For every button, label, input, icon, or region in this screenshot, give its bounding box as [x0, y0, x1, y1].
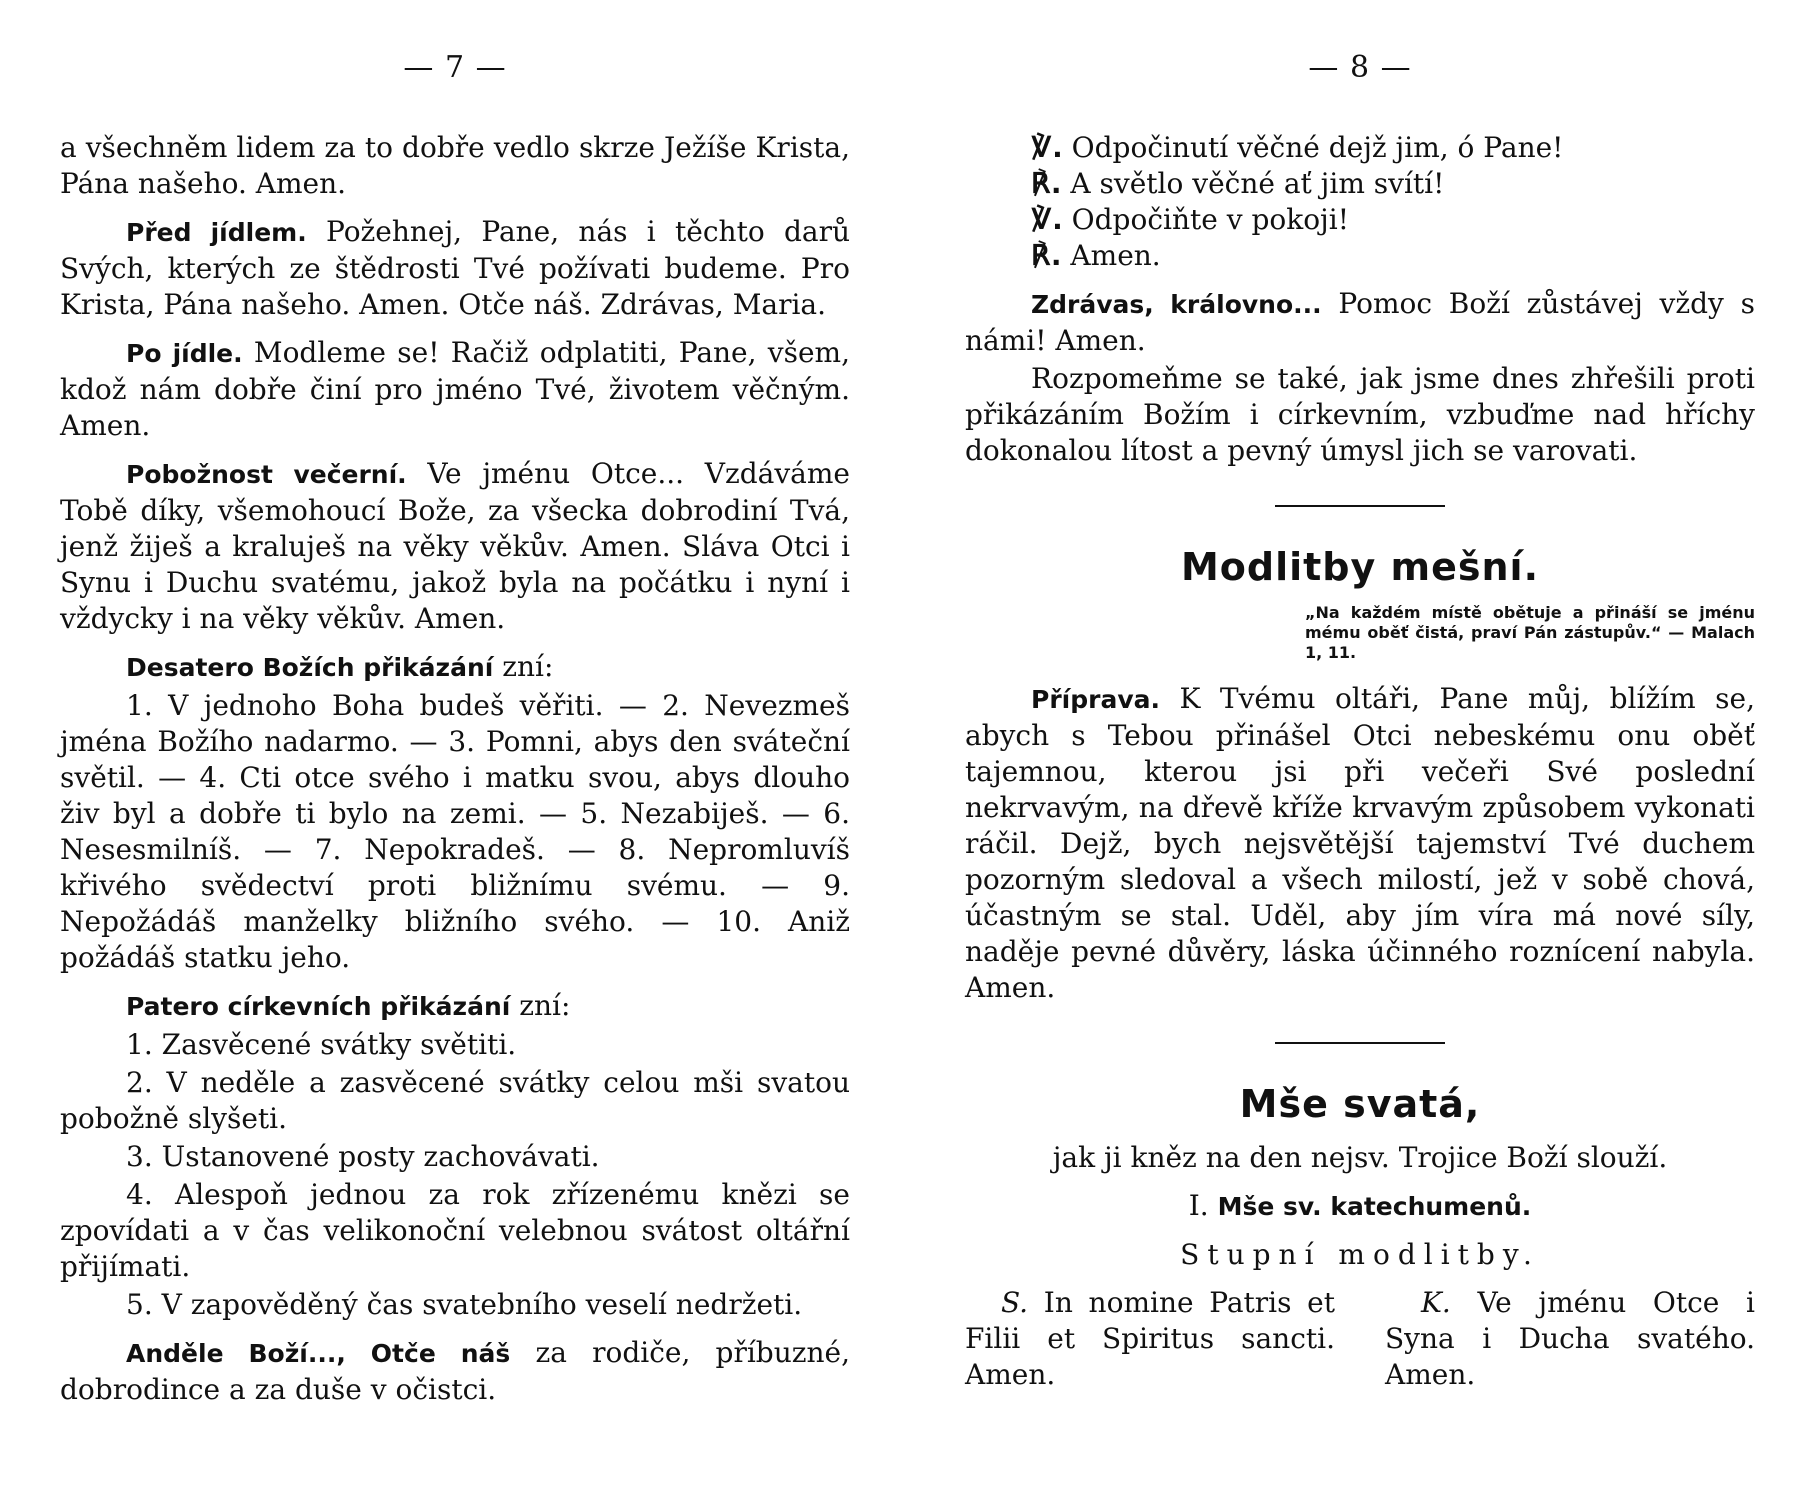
- paragraph-heading: Anděle Boží..., Otče náš: [126, 1339, 511, 1368]
- paragraph-text: Pomoc Boží zůstávej vždy s námi! Amen.: [965, 287, 1755, 357]
- response-symbol: ℟.: [1031, 167, 1062, 200]
- part-number: I.: [1188, 1189, 1209, 1222]
- list-item: 2. V neděle a zasvěcené svátky celou mši svatou pobožně slyšeti.: [60, 1066, 850, 1135]
- paragraph-text: K Tvému oltáři, Pane můj, blížím se, abych s Tebou přinášel Otci nebeskému onu oběť tajemnou, kterou jsi při večeři Své poslední nekrvavým, na dřevě kříže krvavým způsobem vykonati ráčil. Dejž, bych nejsvětější tajemství Tvé duchem pozorným sledoval a všech milostí, jež v sobě chová, účastným se stal. Uděl, aby jím víra má nové síly, naděje pevné důvěry, láska účinného roznícení nabyla. Amen.: [965, 682, 1755, 1004]
- paragraph-text: za rodiče, příbuzné, dobrodince a za duše v očistci.: [60, 1336, 850, 1406]
- versicle-symbol: ℣.: [1031, 131, 1063, 164]
- paragraph-text: zní:: [510, 989, 571, 1022]
- paragraph-heading: Patero církevních přikázání: [126, 992, 511, 1021]
- part-title: Mše sv. katechumenů.: [1217, 1192, 1532, 1221]
- versicle: [965, 130, 1755, 166]
- column-text: In nomine Patris et Filii et Spiritus sancti. Amen.: [965, 1286, 1335, 1391]
- paragraph-salve-regina: [965, 286, 1755, 359]
- czech-text: [1385, 1285, 1755, 1393]
- versicle: [965, 202, 1755, 238]
- latin-column: [965, 1285, 1335, 1393]
- paragraph-heading: Zdrávas, královno...: [1031, 290, 1322, 319]
- divider: [1275, 505, 1445, 507]
- section-title: Mše svatá,: [1239, 1082, 1481, 1126]
- paragraph-heading: Pobožnost večerní.: [126, 460, 407, 489]
- part-heading: [965, 1188, 1755, 1225]
- page-body: [965, 130, 1755, 1393]
- paragraph-before-meal: [60, 214, 850, 323]
- paragraph-text: Požehnej, Pane, nás i těchto darů Svých, kterých ze štědrosti Tvé požívati budeme. Pro Krista, Pána našeho. Amen. Otče náš. Zdrávas, Maria.: [60, 215, 850, 321]
- list-item: 5. V zapověděný čas svatebního veselí nedržeti.: [126, 1288, 803, 1321]
- list-item: 4. Alespoň jednou za rok zřízenému knězi se zpovídati a v čas velikonoční velebnou svátost oltářní přijímati.: [60, 1178, 850, 1283]
- page-body: [60, 130, 850, 1420]
- paragraph-heading: Před jídlem.: [126, 218, 307, 247]
- versicle-text: Odpočinutí věčné dejž jim, ó Pane!: [1062, 131, 1564, 164]
- paragraph-examination: Rozpomeňme se také, jak jsme dnes zhřešili proti přikázáním Božím i církevním, vzbuďme nad hříchy dokonalou lítost a pevný úmysl jich se varovati.: [965, 362, 1755, 467]
- paragraph-preparation: [965, 681, 1755, 1006]
- response-text: A světlo věčné ať jim svítí!: [1061, 167, 1445, 200]
- section-subtitle: jak ji kněz na den nejsv. Trojice Boží slouží.: [1052, 1141, 1668, 1174]
- latin-text: [965, 1285, 1335, 1393]
- paragraph-commandments: 1. V jednoho Boha budeš věřiti. — 2. Nevezmeš jména Božího nadarmo. — 3. Pomni, abys den sváteční světil. — 4. Cti otce svého i matku svou, abys dlouho živ byl a dobře ti bylo na zemi. — 5. Nezabiješ. — 6. Nesesmilníš. — 7. Nepokradeš. — 8. Nepromluvíš křivého svědectví proti bližnímu svému. — 9. Nepožádáš manželky bližního svého. — 10. Aniž požádáš statku jeho.: [60, 689, 850, 974]
- speaker-label: K.: [1421, 1286, 1451, 1319]
- divider: [1275, 1042, 1445, 1044]
- page-number: — 8 —: [1308, 50, 1412, 85]
- paragraph-evening-devotion: [60, 456, 850, 637]
- versicle-text: Odpočiňte v pokoji!: [1062, 203, 1349, 236]
- paragraph: a všechněm lidem za to dobře vedlo skrze Ježíše Krista, Pána našeho. Amen.: [60, 131, 850, 200]
- right-page: [965, 0, 1755, 1500]
- subsection-heading: Stupní modlitby.: [1180, 1238, 1540, 1271]
- response: [965, 238, 1755, 274]
- section-title: Modlitby mešní.: [1180, 545, 1540, 589]
- paragraph-commandments-heading: [60, 649, 850, 686]
- paragraph-heading: Po jídle.: [126, 339, 243, 368]
- paragraph-angelus: [60, 1335, 850, 1408]
- page-number: — 7 —: [403, 50, 507, 85]
- paragraph-text: Modleme se! Račiž odplatiti, Pane, všem, kdož nám dobře činí pro jméno Tvé, životem věčným. Amen.: [60, 336, 851, 442]
- response-symbol: ℟.: [1031, 239, 1062, 272]
- czech-column: [1385, 1285, 1755, 1393]
- list-item: 1. Zasvěcené svátky světiti.: [126, 1028, 517, 1061]
- paragraph-heading: Desatero Božích přikázání: [126, 653, 494, 682]
- epigraph: „Na každém místě obětuje a přináší se jménu mému oběť čistá, praví Pán zástupův.“ — Malach 1, 11.: [1305, 603, 1755, 662]
- paragraph-after-meal: [60, 335, 850, 444]
- paragraph-text: zní:: [493, 650, 554, 683]
- parallel-text: [965, 1285, 1755, 1393]
- list-item: 3. Ustanovené posty zachovávati.: [126, 1140, 600, 1173]
- paragraph-heading: Příprava.: [1031, 685, 1160, 714]
- versicle-symbol: ℣.: [1031, 203, 1063, 236]
- response-text: Amen.: [1061, 239, 1161, 272]
- column-text: Ve jménu Otce i Syna i Ducha svatého. Amen.: [1385, 1286, 1755, 1391]
- speaker-label: S.: [1001, 1286, 1029, 1319]
- paragraph-church-commandments-heading: [60, 988, 850, 1025]
- response: [965, 166, 1755, 202]
- paragraph-text: Ve jménu Otce... Vzdáváme Tobě díky, všemohoucí Bože, za všecka dobrodiní Tvá, jenž žiješ a kraluješ na věky věkův. Amen. Sláva Otci i Synu i Duchu svatému, jakož byla na počátku i nyní i vždycky i na věky věkův. Amen.: [60, 457, 850, 635]
- left-page: [60, 0, 850, 1500]
